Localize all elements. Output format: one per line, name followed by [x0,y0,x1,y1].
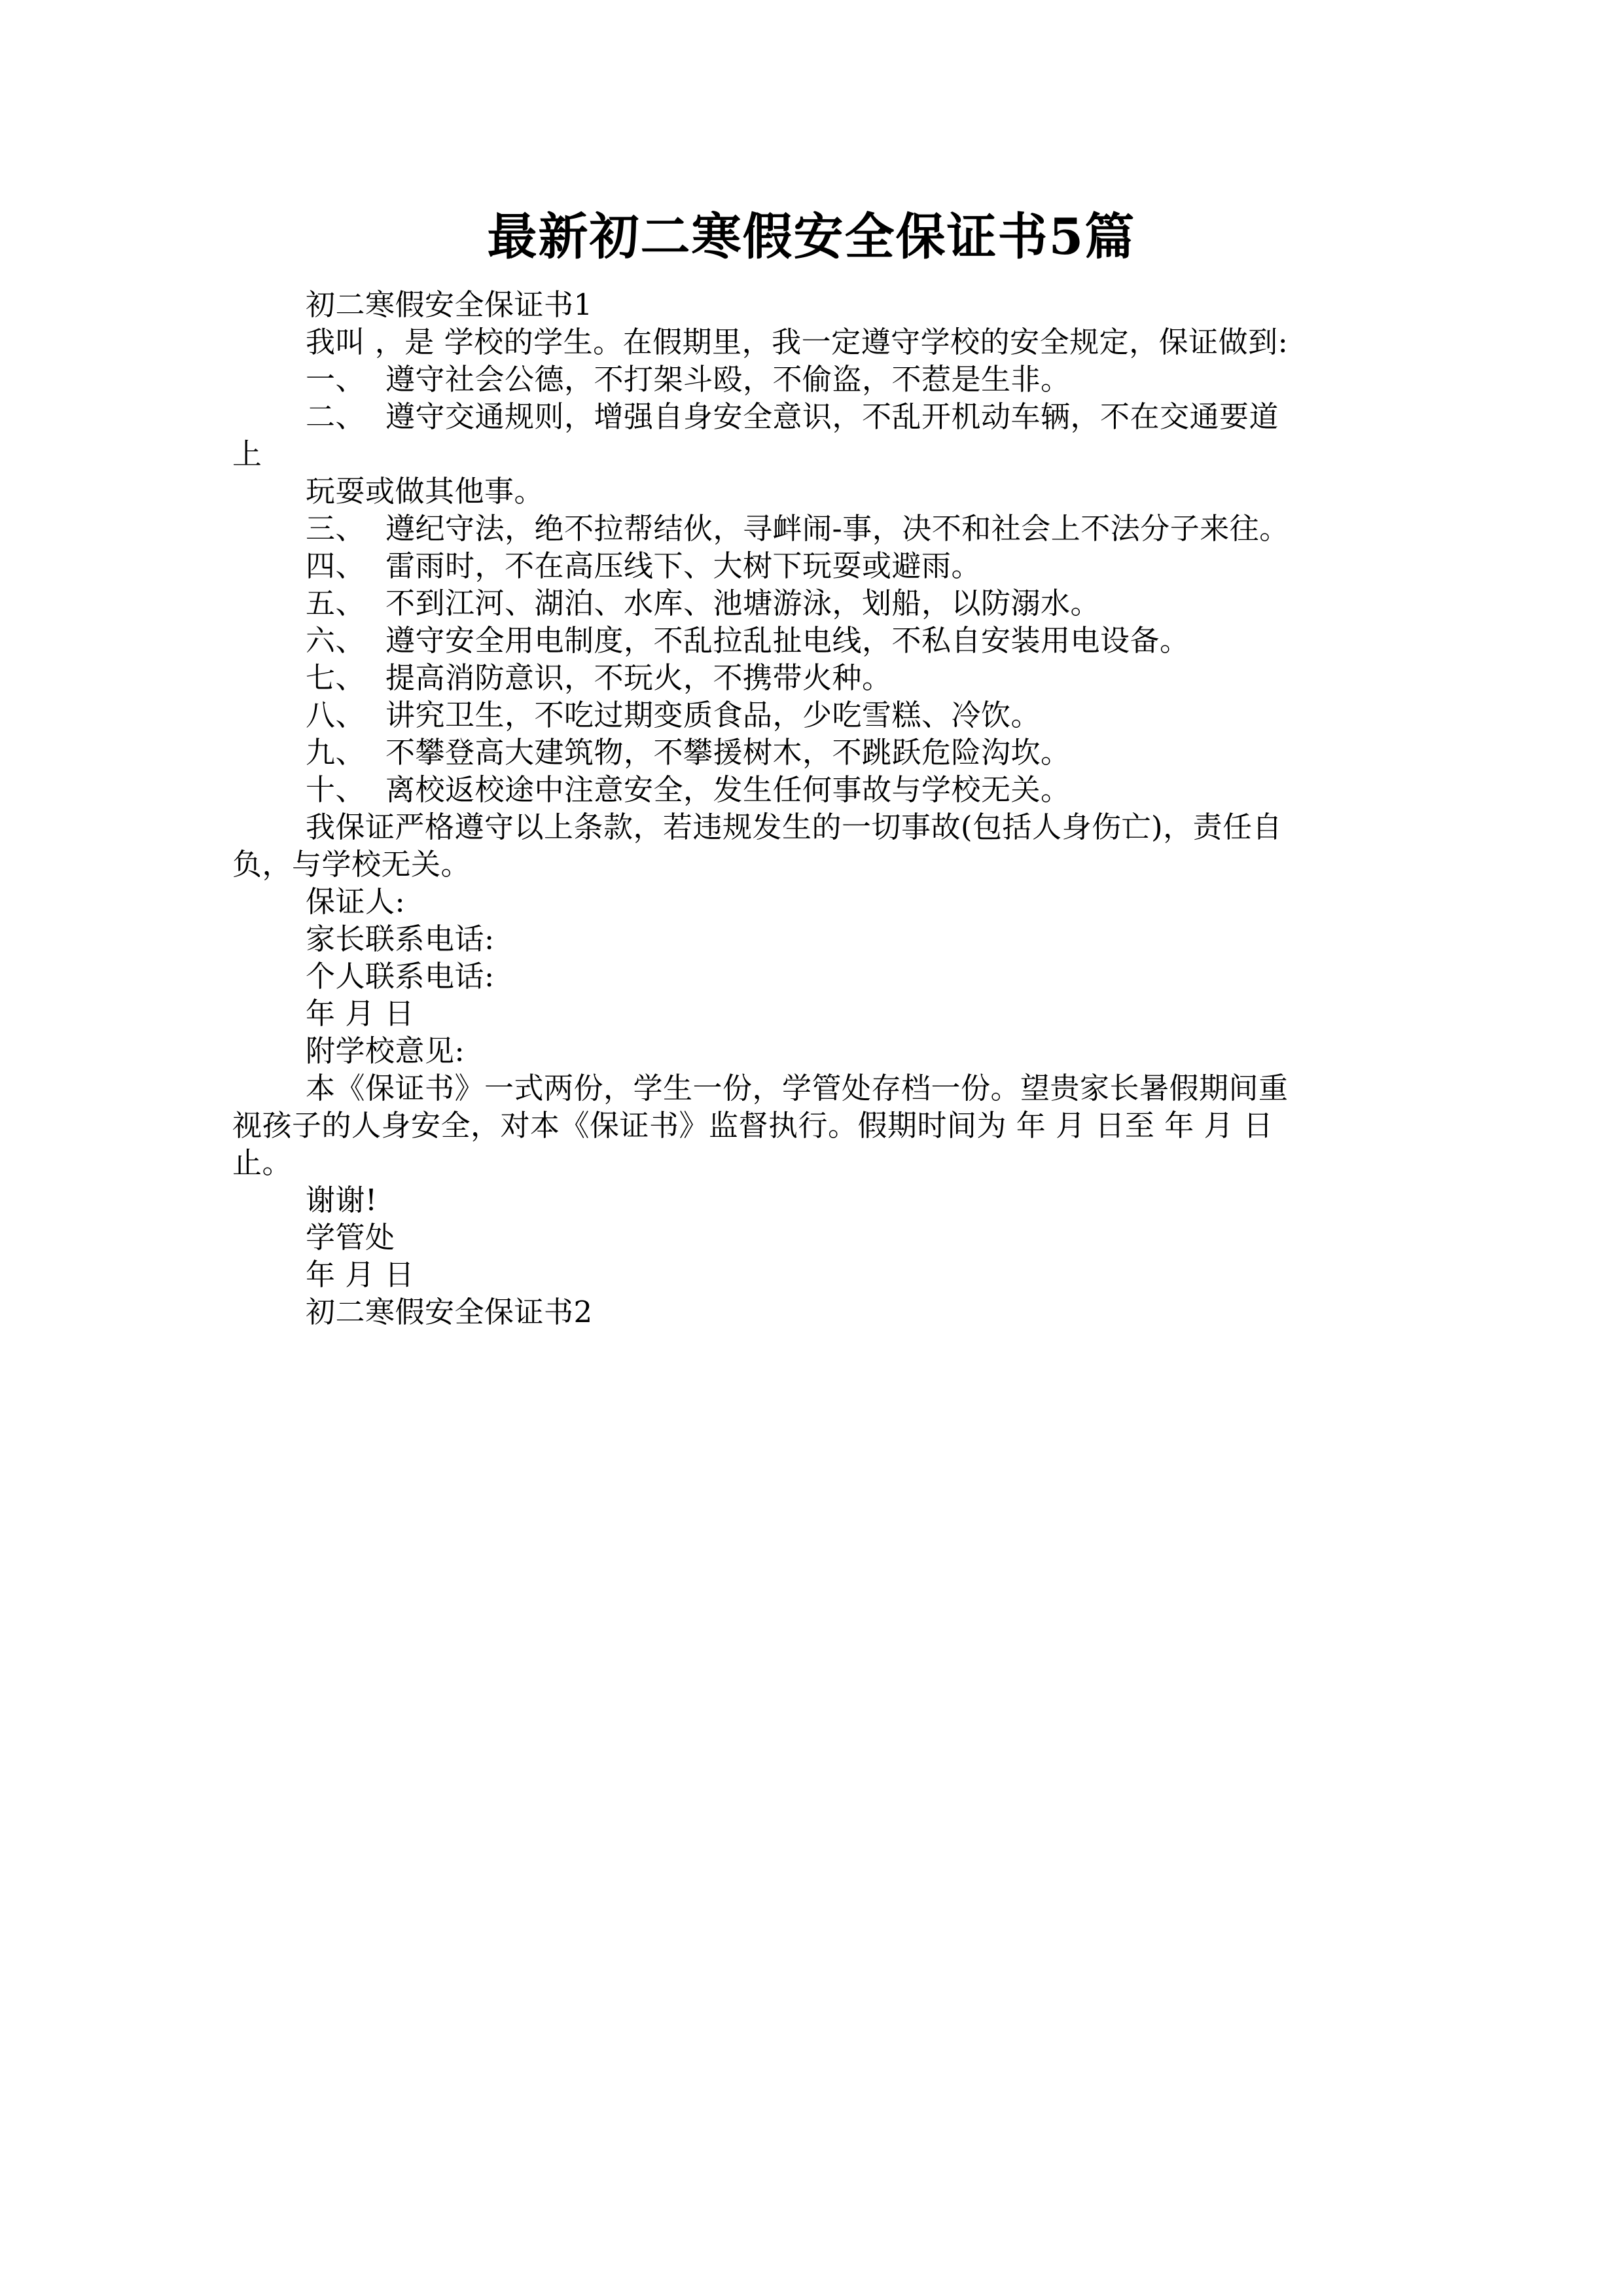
section-heading-1: 初二寒假安全保证书1 [306,287,593,322]
clause-number-5: 五、 [306,586,366,620]
clause-item-2 [232,398,1397,435]
clause-text-9: 不攀登高大建筑物，不攀援树木，不跳跃危险沟坎。 [385,735,1071,770]
clause-text-3: 遵纪守法，绝不拉帮结伙，寻衅闹-事，决不和社会上不法分子来往。 [385,511,1289,546]
clause-number-1: 一、 [306,362,366,397]
signature-date-1: 年 月 日 [306,996,415,1031]
clause-number-6: 六、 [306,623,366,658]
clause-number-10: 十、 [306,772,366,807]
clause-item-7 [232,659,1397,696]
clause-item-8 [232,696,1397,734]
thanks-line: 谢谢! [306,1183,378,1217]
clause-item-10 [232,771,1397,808]
clause-item-1 [232,361,1397,398]
pledge-line-1: 我保证严格遵守以上条款，若违规发生的一切事故(包括人身伤亡)，责任自 [306,810,1283,844]
guarantor-label: 保证人: [306,884,406,919]
opening-paragraph: 我叫 ，是 学校的学生。在假期里，我一定遵守学校的安全规定，保证做到: [306,325,1289,359]
school-opinion-heading: 附学校意见: [306,1033,465,1068]
clause-text-10: 离校返校途中注意安全，发生任何事故与学校无关。 [385,772,1071,807]
school-opinion-line-3: 止。 [232,1145,293,1180]
clause-number-3: 三、 [306,511,366,546]
personal-phone-label: 个人联系电话: [306,959,495,994]
document-body [232,286,1397,1331]
pledge-line-2: 负，与学校无关。 [232,847,471,882]
school-opinion-line-2: 视孩子的人身安全，对本《保证书》监督执行。假期时间为 年 月 日至 年 月 日 [232,1108,1274,1143]
clause-text-8: 讲究卫生，不吃过期变质食品，少吃雪糕、冷饮。 [385,698,1041,732]
clause-number-8: 八、 [306,698,366,732]
clause-text-7: 提高消防意识，不玩火，不携带火种。 [385,660,892,695]
school-opinion-line-1: 本《保证书》一式两份，学生一份，学管处存档一份。望贵家长暑假期间重 [306,1071,1289,1105]
clause-number-2: 二、 [306,399,366,434]
clause-number-9: 九、 [306,735,366,770]
clause-item-5 [232,584,1397,622]
clause-text-4: 雷雨时，不在高压线下、大树下玩耍或避雨。 [385,548,982,583]
clause-text-5: 不到江河、湖泊、水库、池塘游泳，划船，以防溺水。 [385,586,1101,620]
clause-text-2: 遵守交通规则，增强自身安全意识，不乱开机动车辆，不在交通要道 [385,399,1279,434]
section-heading-2: 初二寒假安全保证书2 [306,1295,593,1329]
department-line: 学管处 [306,1220,395,1255]
clause-item-3 [232,510,1397,547]
clause-2-wrap-line-a: 上 [232,437,262,471]
clause-number-4: 四、 [306,548,366,583]
clause-text-1: 遵守社会公德，不打架斗殴，不偷盗，不惹是生非。 [385,362,1071,397]
page-title: 最新初二寒假安全保证书5篇 [487,207,1136,266]
parent-phone-label: 家长联系电话: [306,922,495,956]
clause-item-4 [232,547,1397,584]
clause-item-6 [232,622,1397,659]
signature-date-2: 年 月 日 [306,1257,415,1292]
clause-text-6: 遵守安全用电制度，不乱拉乱扯电线，不私自安装用电设备。 [385,623,1190,658]
clause-item-9 [232,734,1397,771]
clause-number-7: 七、 [306,660,366,695]
clause-2-wrap-line-b: 玩耍或做其他事。 [306,474,544,509]
